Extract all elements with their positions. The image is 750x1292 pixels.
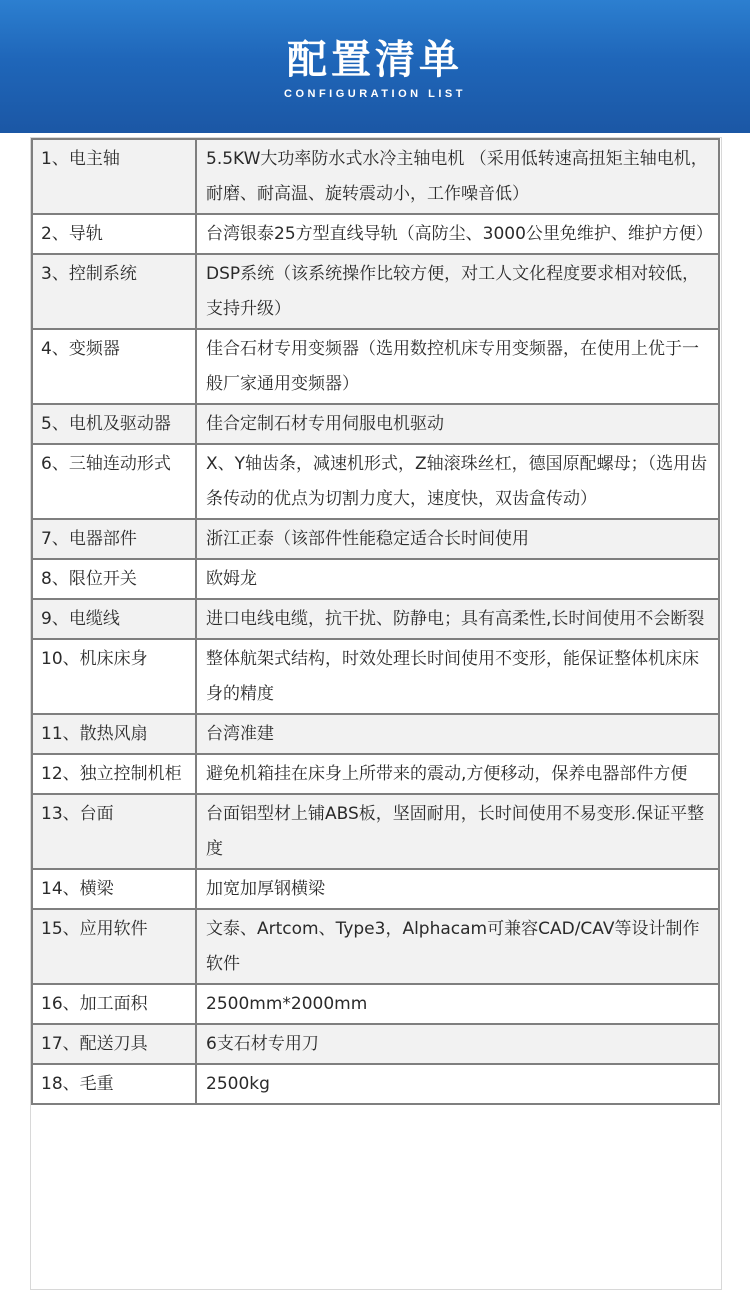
row-value: 欧姆龙 xyxy=(196,559,719,599)
row-label: 15、应用软件 xyxy=(32,909,196,984)
row-value: 2500kg xyxy=(196,1064,719,1104)
page-title: 配置清单 xyxy=(287,37,463,83)
row-value: 佳合石材专用变频器（选用数控机床专用变频器，在使用上优于一般厂家通用变频器） xyxy=(196,329,719,404)
table-row xyxy=(32,139,719,214)
row-label: 1、电主轴 xyxy=(32,139,196,214)
row-label: 4、变频器 xyxy=(32,329,196,404)
configuration-table xyxy=(31,138,720,1105)
row-value: 2500mm*2000mm xyxy=(196,984,719,1024)
row-value: 加宽加厚钢横梁 xyxy=(196,869,719,909)
row-label: 8、限位开关 xyxy=(32,559,196,599)
row-value: 浙江正泰（该部件性能稳定适合长时间使用 xyxy=(196,519,719,559)
row-label: 16、加工面积 xyxy=(32,984,196,1024)
table-row xyxy=(32,984,719,1024)
row-value: 文泰、Artcom、Type3，Alphacam可兼容CAD/CAV等设计制作软件 xyxy=(196,909,719,984)
table-row xyxy=(32,404,719,444)
table-row xyxy=(32,754,719,794)
table-row xyxy=(32,794,719,869)
row-label: 11、散热风扇 xyxy=(32,714,196,754)
table-row xyxy=(32,329,719,404)
table-row xyxy=(32,714,719,754)
table-row xyxy=(32,559,719,599)
table-row xyxy=(32,444,719,519)
row-value: 台湾准建 xyxy=(196,714,719,754)
table-row xyxy=(32,909,719,984)
row-label: 2、导轨 xyxy=(32,214,196,254)
row-label: 14、横梁 xyxy=(32,869,196,909)
row-value: 台湾银泰25方型直线导轨（高防尘、3000公里免维护、维护方便） xyxy=(196,214,719,254)
row-label: 12、独立控制机柜 xyxy=(32,754,196,794)
table-row xyxy=(32,254,719,329)
row-value: DSP系统（该系统操作比较方便，对工人文化程度要求相对较低，支持升级） xyxy=(196,254,719,329)
table-row xyxy=(32,599,719,639)
row-label: 5、电机及驱动器 xyxy=(32,404,196,444)
row-label: 17、配送刀具 xyxy=(32,1024,196,1064)
table-row xyxy=(32,869,719,909)
row-label: 7、电器部件 xyxy=(32,519,196,559)
row-value: 6支石材专用刀 xyxy=(196,1024,719,1064)
row-value: X、Y轴齿条，减速机形式，Z轴滚珠丝杠，德国原配螺母；（选用齿条传动的优点为切割力度大，速度快，双齿盒传动） xyxy=(196,444,719,519)
row-label: 10、机床床身 xyxy=(32,639,196,714)
row-value: 5.5KW大功率防水式水冷主轴电机 （采用低转速高扭矩主轴电机，耐磨、耐高温、旋转震动小，工作噪音低） xyxy=(196,139,719,214)
table-row xyxy=(32,214,719,254)
row-label: 13、台面 xyxy=(32,794,196,869)
row-label: 3、控制系统 xyxy=(32,254,196,329)
row-value: 避免机箱挂在床身上所带来的震动,方便移动，保养电器部件方便 xyxy=(196,754,719,794)
row-value: 整体航架式结构，时效处理长时间使用不变形，能保证整体机床床身的精度 xyxy=(196,639,719,714)
row-value: 进口电线电缆，抗干扰、防静电；具有高柔性,长时间使用不会断裂 xyxy=(196,599,719,639)
row-label: 9、电缆线 xyxy=(32,599,196,639)
header-banner xyxy=(0,0,750,133)
row-label: 6、三轴连动形式 xyxy=(32,444,196,519)
row-value: 佳合定制石材专用伺服电机驱动 xyxy=(196,404,719,444)
table-row xyxy=(32,1064,719,1104)
page-subtitle: CONFIGURATION LIST xyxy=(284,88,466,100)
row-value: 台面铝型材上铺ABS板，坚固耐用，长时间使用不易变形.保证平整度 xyxy=(196,794,719,869)
table-row xyxy=(32,519,719,559)
table-row xyxy=(32,1024,719,1064)
row-label: 18、毛重 xyxy=(32,1064,196,1104)
table-row xyxy=(32,639,719,714)
